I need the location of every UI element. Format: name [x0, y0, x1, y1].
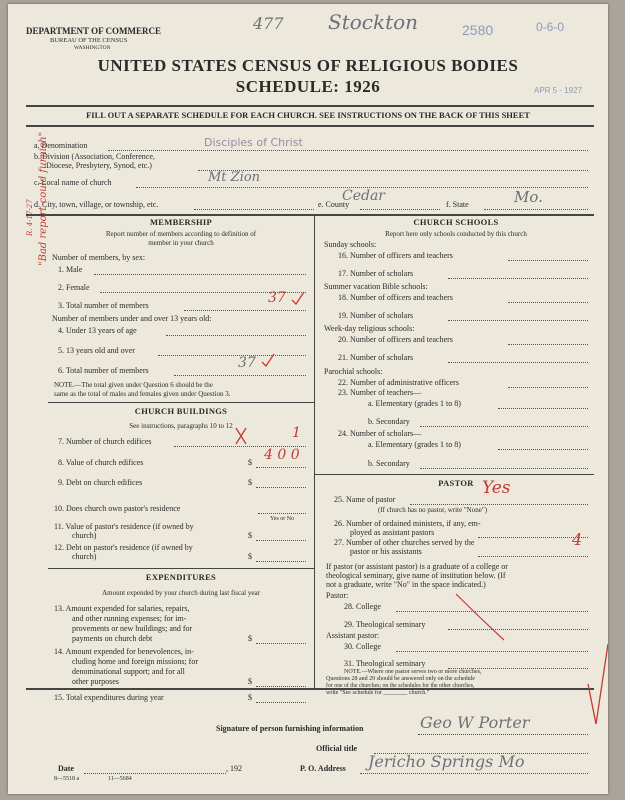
- q11-label: 11. Value of pastor's residence (if owned by: [54, 522, 194, 531]
- q24-label: 24. Number of scholars—: [338, 429, 422, 438]
- pastor-note-3: for one of the churches; on the schedules for the other churches,: [326, 683, 475, 689]
- denomination-value: Disciples of Christ: [204, 136, 303, 149]
- q5-check-tick: [262, 354, 274, 366]
- q3-label: 3. Total number of members: [58, 301, 149, 310]
- q12-label-2: church): [72, 552, 97, 561]
- pastor-note-2: Questions 28 and 29 should be answered only on the schedule: [326, 676, 475, 682]
- q22-label: 22. Number of administrative officers: [338, 378, 459, 387]
- margin-note: "Bad report could furnish": [38, 131, 49, 266]
- q7-label: 7. Number of church edifices: [58, 437, 152, 446]
- local-name-value: Mt Zion: [208, 170, 261, 185]
- q31-label: 31. Theological seminary: [344, 659, 426, 668]
- form-number: 8—5518 a: [54, 776, 80, 782]
- q26-label-2: ployed as assistant pastors: [350, 528, 435, 537]
- q24b-label: b. Secondary: [368, 459, 410, 468]
- expenditures-sub: Amount expended by your church during last fiscal year: [102, 589, 260, 597]
- city-label-field: d. City, town, village, or township, etc.: [34, 200, 159, 209]
- q14-label-3: denominational support; and for all: [72, 667, 185, 676]
- q13-label-1: 13. Amount expended for salaries, repairs,: [54, 604, 190, 613]
- membership-heading: MEMBERSHIP: [149, 217, 213, 227]
- membership-note-2: same as the total of males and females given under Question 3.: [54, 390, 231, 398]
- age-heading: Number of members under and over 13 years old:: [52, 314, 212, 323]
- pastor-sub-label: Pastor:: [326, 591, 349, 600]
- q6-label: 6. Total number of members: [58, 366, 149, 375]
- date-label: Date: [58, 764, 74, 773]
- q8-value: 4 0 0: [264, 447, 300, 463]
- handwritten-number: 477: [253, 14, 284, 33]
- date-year: , 192: [226, 764, 242, 773]
- q15-label: 15. Total expenditures during year: [54, 693, 164, 702]
- q5-label: 5. 13 years old and over: [58, 346, 135, 355]
- instruction-banner: FILL OUT A SEPARATE SCHEDULE FOR EACH CHURCH. SEE INSTRUCTIONS ON THE BACK OF THIS SHEET: [86, 110, 530, 120]
- division-label: b. Division (Association, Conference,: [34, 152, 155, 161]
- q16-label: 16. Number of officers and teachers: [338, 251, 453, 260]
- q23b-label: b. Secondary: [368, 417, 410, 426]
- q11-dollar: $: [248, 531, 252, 540]
- q7-check-mark: [236, 428, 246, 444]
- membership-note-1: NOTE.—The total given under Question 6 should be the: [54, 381, 213, 389]
- q12-label: 12. Debt on pastor's residence (if owned by: [54, 543, 193, 552]
- q23a-label: a. Elementary (grades 1 to 8): [368, 399, 461, 408]
- received-date-stamp: APR 5 - 1927: [534, 86, 583, 95]
- red-check-marks: [8, 4, 608, 794]
- q18-label: 18. Number of officers and teachers: [338, 293, 453, 302]
- q13-label-2: and other running expenses; for im-: [72, 614, 187, 623]
- state-value: Mo.: [514, 188, 543, 206]
- q9-label: 9. Debt on church edifices: [58, 478, 143, 487]
- q13-dollar: $: [248, 634, 252, 643]
- q7-value: 1: [292, 425, 301, 441]
- city-label: WASHINGTON: [74, 45, 111, 51]
- q27-label-1: 27. Number of other churches served by the: [334, 538, 475, 547]
- department-label: DEPARTMENT OF COMMERCE: [26, 26, 162, 36]
- graduate-text-2: theological seminary, give name of institution below. (If: [326, 571, 506, 580]
- college-slash-mark: [456, 594, 504, 640]
- buildings-sub: See instructions, paragraphs 10 to 12: [129, 422, 233, 430]
- q13-label-3: provements or new buildings; and for: [72, 624, 193, 633]
- q25-note: (If church has no pastor, write "None"): [378, 506, 488, 514]
- pastor-heading: PASTOR: [438, 478, 474, 488]
- q27-label-2: pastor or his assistants: [350, 547, 422, 556]
- q28-label: 28. College: [344, 602, 381, 611]
- q3-check-tick: [292, 292, 304, 304]
- q1-label: 1. Male: [58, 265, 83, 274]
- q14-label-4: other purposes: [72, 677, 119, 686]
- q27-value: 4: [572, 530, 583, 549]
- q17-label: 17. Number of scholars: [338, 269, 414, 278]
- q29-label: 29. Theological seminary: [344, 620, 426, 629]
- form-title: UNITED STATES CENSUS OF RELIGIOUS BODIES: [97, 56, 519, 75]
- q20-label: 20. Number of officers and teachers: [338, 335, 453, 344]
- code-stamp: 0-6-0: [536, 20, 565, 34]
- q10-label: 10. Does church own pastor's residence: [54, 504, 181, 513]
- q25-label: 25. Name of pastor: [334, 495, 396, 504]
- expenditures-heading: EXPENDITURES: [145, 572, 217, 582]
- asst-pastor-label: Assistant pastor:: [326, 631, 380, 640]
- bureau-label: BUREAU OF THE CENSUS: [50, 37, 128, 44]
- q13-label-4: payments on church debt: [72, 634, 153, 643]
- signature-line: [418, 734, 588, 735]
- po-address-value: Jericho Springs Mo: [368, 752, 525, 771]
- q11-label-2: church): [72, 531, 97, 540]
- signature-label: Signature of person furnishing information: [216, 724, 364, 733]
- q25-value: Yes: [482, 478, 511, 498]
- county-value: Cedar: [342, 188, 385, 204]
- serial-stamp: 2580: [462, 22, 494, 38]
- q19-label: 19. Number of scholars: [338, 311, 414, 320]
- parochial-label: Parochial schools:: [324, 367, 383, 376]
- form-subtitle: SCHEDULE: 1926: [235, 77, 381, 96]
- state-label: f. State: [446, 200, 469, 209]
- members-by-sex-label: Number of members, by sex:: [52, 253, 146, 262]
- weekday-label: Week-day religious schools:: [324, 324, 415, 333]
- schools-intro: Report here only schools conducted by this church: [385, 230, 527, 238]
- margin-check-mark: [588, 644, 608, 724]
- q24a-label: a. Elementary (grades 1 to 8): [368, 440, 461, 449]
- q5-value: 37: [238, 355, 256, 371]
- yes-no-hint: Yes or No: [270, 516, 295, 522]
- schools-heading: CHURCH SCHOOLS: [413, 217, 499, 227]
- q30-label: 30. College: [344, 642, 381, 651]
- membership-intro-2: member in your church: [148, 239, 214, 247]
- q14-dollar: $: [248, 677, 252, 686]
- summer-label: Summer vacation Bible schools:: [324, 282, 428, 291]
- margin-initials: R. 4-17-27: [26, 199, 34, 236]
- census-schedule-page: [8, 4, 608, 794]
- county-label: e. County: [318, 200, 350, 209]
- q14-label-1: 14. Amount expended for benevolences, in-: [54, 647, 194, 656]
- q9-dollar: $: [248, 478, 252, 487]
- sunday-label: Sunday schools:: [324, 240, 377, 249]
- q21-label: 21. Number of scholars: [338, 353, 414, 362]
- local-name-label: c. Local name of church: [34, 178, 112, 187]
- q15-dollar: $: [248, 693, 252, 702]
- q12-dollar: $: [248, 552, 252, 561]
- q2-label: 2. Female: [58, 283, 90, 292]
- graduate-text-1: If pastor (or assistant pastor) is a graduate of a college or: [326, 562, 508, 571]
- q4-label: 4. Under 13 years of age: [58, 326, 137, 335]
- q3-value: 37: [268, 290, 286, 306]
- q26-label-1: 26. Number of ordained ministers, if any, em-: [334, 519, 481, 528]
- membership-intro-1: Report number of members according to definition of: [105, 230, 257, 238]
- q14-label-2: cluding home and foreign missions; for: [72, 657, 198, 666]
- po-address-line: [360, 773, 588, 774]
- pastor-note-4: write "See schedule for ________ church.": [326, 690, 430, 696]
- q8-dollar: $: [248, 458, 252, 467]
- date-line: [84, 773, 226, 774]
- denomination-label: a. Denomination: [34, 141, 88, 150]
- buildings-heading: CHURCH BUILDINGS: [134, 406, 228, 416]
- q8-label: 8. Value of church edifices: [58, 458, 144, 467]
- q23-label: 23. Number of teachers—: [338, 388, 422, 397]
- handwritten-place: Stockton: [328, 10, 419, 34]
- division-label-2: Diocese, Presbytery, Synod, etc.): [46, 161, 152, 170]
- official-title-label: Official title: [316, 744, 358, 753]
- po-address-label: P. O. Address: [300, 764, 346, 773]
- graduate-text-3: not a graduate, write "No" in the space indicated.): [326, 580, 486, 589]
- print-number: 11—5684: [108, 776, 132, 782]
- signature-value: Geo W Porter: [420, 713, 530, 732]
- pastor-note-1: NOTE.—Where one pastor serves two or more churches,: [344, 669, 482, 675]
